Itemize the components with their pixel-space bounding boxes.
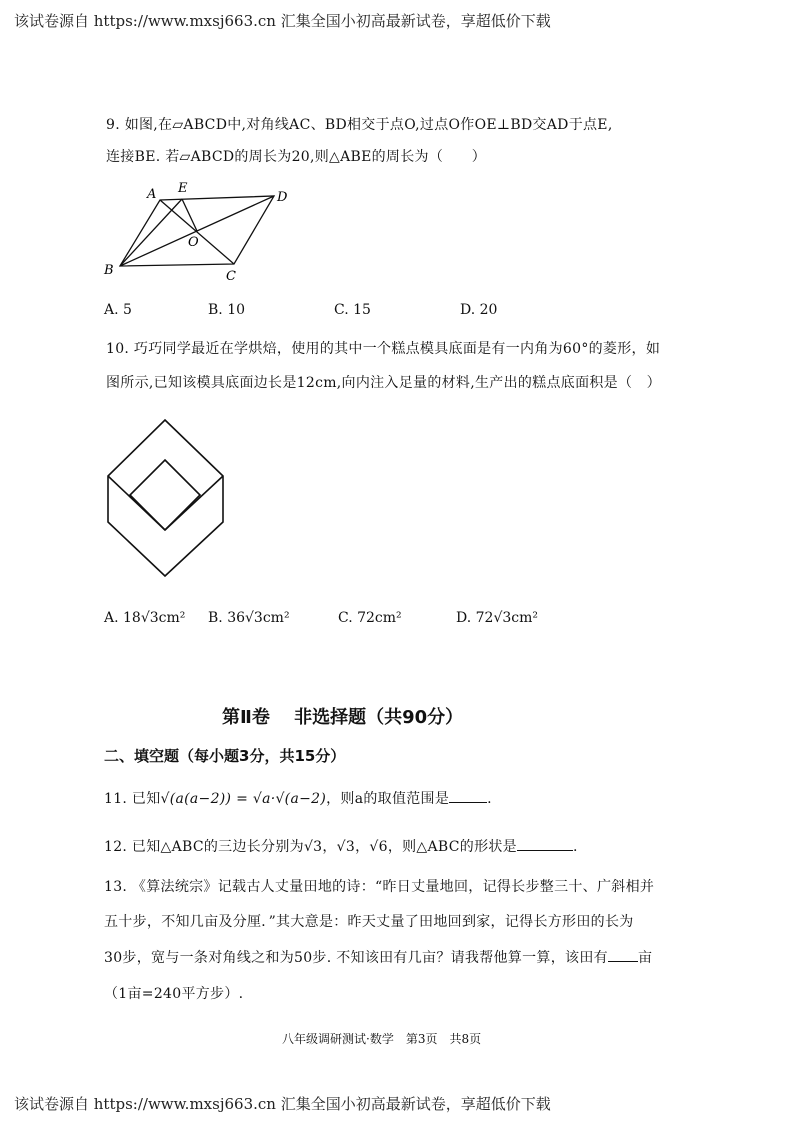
q12-prefix: 12. 已知△ABC的三边长分别为√3，√3，√6，则△ABC的形状是 [104, 839, 517, 855]
section2-part-title: 二、填空题（每小题3分，共15分） [104, 747, 346, 765]
q11-suffix: ，则a的取值范围是 [326, 791, 450, 807]
q11-prefix: 11. 已知 [104, 791, 161, 807]
q10-line2: 图所示,已知该模具底面边长是12cm,向内注入足量的材料,生产出的糕点底面积是（ ） [106, 375, 661, 391]
mold-outline [108, 420, 223, 576]
q10-line1: 10. 巧巧同学最近在学烘焙，使用的其中一个糕点模具底面是有一内角为60°的菱形，如 [106, 341, 661, 357]
label-b: B [104, 263, 114, 278]
q13-line2: 五十步，不知几亩及分厘．”其大意是：昨天丈量了田地回到家，记得长方形田的长为 [104, 914, 634, 930]
q13-line3 [104, 947, 652, 967]
q9-line1: 9. 如图,在▱ABCD中,对角线AC、BD相交于点O,过点O作OE⊥BD交AD于点E, [106, 117, 613, 133]
mold-edge-left [108, 476, 165, 530]
q10-option-a: A. 18√3cm² [104, 610, 186, 626]
label-c: C [226, 269, 236, 284]
q9-option-c: C. 15 [334, 302, 371, 318]
label-e: E [178, 181, 188, 196]
q13-line4: （1亩=240平方步）. [104, 986, 244, 1002]
q9-option-d: D. 20 [460, 302, 498, 318]
q11-end: . [487, 791, 492, 807]
section2-title: 第Ⅱ卷 非选择题（共90分） [222, 707, 464, 728]
q10-option-d: D. 72√3cm² [456, 610, 538, 626]
rhombus-mold-figure [100, 404, 230, 584]
q9-line2: 连接BE. 若▱ABCD的周长为20,则△ABE的周长为（ ） [106, 149, 487, 165]
label-o: O [188, 235, 199, 250]
q11-answer-blank[interactable] [449, 790, 487, 803]
q12-answer-blank[interactable] [517, 838, 573, 851]
q9-option-a: A. 5 [104, 302, 132, 318]
q11-expression: √(a(a−2)) = √a·√(a−2) [160, 791, 327, 807]
q13-line1: 13. 《算法统宗》记载古人丈量田地的诗：“昨日丈量地回，记得长步整三十、广斜相并 [104, 879, 655, 895]
q12-end: . [572, 839, 578, 855]
page-footer: 八年级调研测试·数学 第3页 共8页 [282, 1032, 482, 1046]
parallelogram-figure [96, 178, 306, 288]
bottom-banner: 该试卷源自 https://www.mxsj663.cn 汇集全国小初高最新试卷，享超低价下载 [14, 1095, 551, 1113]
label-d: D [277, 190, 288, 205]
top-banner: 该试卷源自 https://www.mxsj663.cn 汇集全国小初高最新试卷，享超低价下载 [14, 12, 551, 30]
q13-answer-blank[interactable] [608, 949, 638, 962]
q13-line3-end: 亩 [637, 950, 653, 966]
label-a: A [147, 187, 157, 202]
q11-line [104, 788, 492, 808]
segment-be [120, 199, 182, 266]
mold-edge-right [165, 476, 223, 530]
q13-line3-text: 30步，宽与一条对角线之和为50步. 不知该田有几亩？请我帮他算一算，该田有 [104, 950, 608, 966]
q10-option-b: B. 36√3cm² [208, 610, 290, 626]
mold-inner-rhombus [130, 460, 200, 530]
q10-option-c: C. 72cm² [338, 610, 402, 626]
q9-option-b: B. 10 [208, 302, 246, 318]
diagonal-ac [160, 200, 234, 264]
q12-line [104, 836, 578, 856]
